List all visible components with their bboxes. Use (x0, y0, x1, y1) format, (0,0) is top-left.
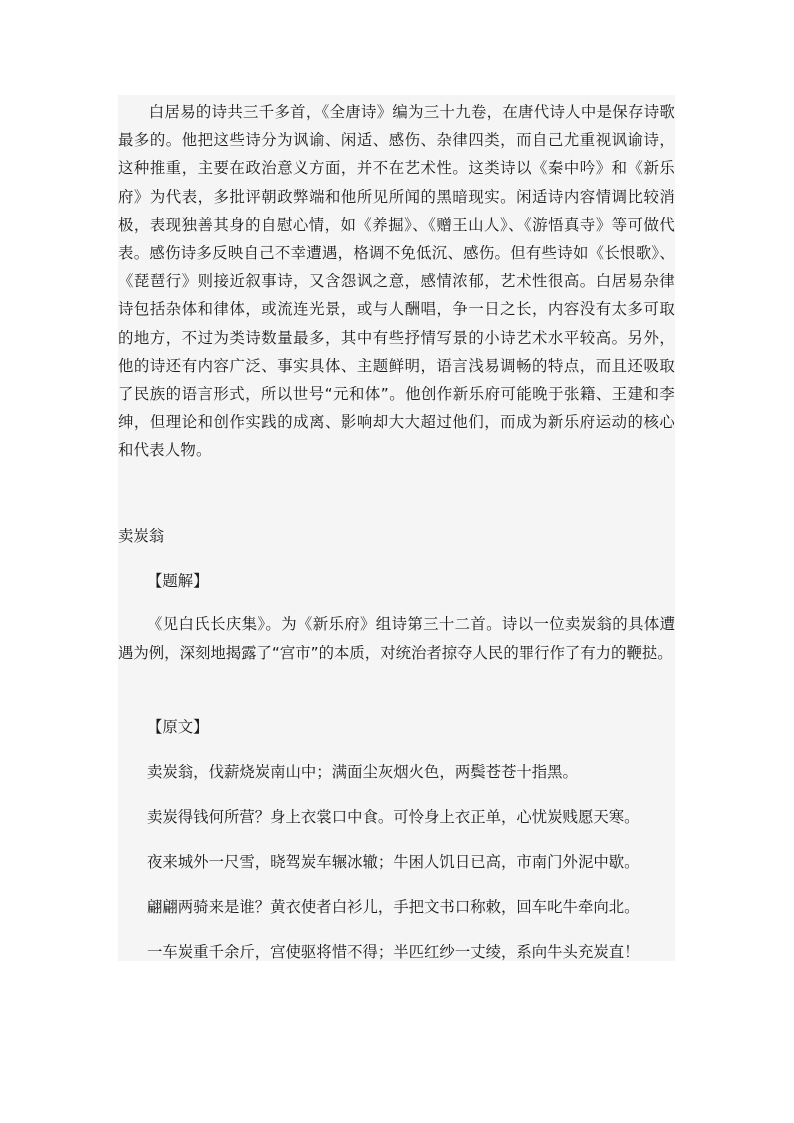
poem-line: 卖炭得钱何所营？身上衣裳口中食。可怜身上衣正单，心忧炭贱愿天寒。 (147, 808, 640, 826)
intro-paragraph: 白居易的诗共三千多首，《全唐诗》编为三十九卷，在唐代诗人中是保存诗歌最多的。他把这些诗分为讽谕、闲适、感伤、杂律四类，而自己尤重视讽谕诗，这种推重，主要在政治意义方面，并不在艺术性。这类诗以《秦中吟》和《新乐府》为代表，多批评朝政弊端和他所见所闻的黑暗现实。闲适诗内容情调比较消极，表现独善其身的自慰心情，如《养掘》、《赠王山人》、《游悟真寺》等可做代表。感伤诗多反映自己不幸遭遇，格调不免低沉、感伤。但有些诗如《长恨歌》、《琵琶行》则接近叙事诗，又含怨讽之意，感情浓郁，艺术性很高。白居易杂律诗包括杂体和律体，或流连光景，或与人酬唱，争一日之长，内容没有太多可取的地方，不过为类诗数量最多，其中有些抒情写景的小诗艺术水平较高。另外，他的诗还有内容广泛、事实具体、主题鲜明，语言浅易调畅的特点，而且还吸取了民族的语言形式，所以世号“元和体”。他创作新乐府可能晚于张籍、王建和李绅，但理论和创作实践的成离、影响却大大超过他们，而成为新乐府运动的核心和代表人物。 (118, 103, 675, 460)
poem-line: 夜来城外一尺雪，晓驾炭车辗冰辙；牛困人饥日已高，市南门外泥中歇。 (147, 853, 640, 871)
section-heading-yuanwen: 【原文】 (147, 718, 209, 736)
poem-title: 卖炭翁 (118, 527, 165, 545)
poem-line: 卖炭翁，伐薪烧炭南山中；满面尘灰烟火色，两鬓苍苍十指黑。 (147, 763, 578, 781)
tijie-text: 《见白氏长庆集》。为《新乐府》组诗第三十二首。诗以一位卖炭翁的具体遭遇为例，深刻地揭露了“宫市”的本质，对统治者掠夺人民的罪行作了有力的鞭挞。 (118, 615, 675, 662)
poem-line: 一车炭重千余斤，宫使驱将惜不得；半匹红纱一丈绫，系向牛头充炭直！ (147, 943, 640, 961)
tijie-paragraph (118, 610, 675, 667)
poem-line: 翩翩两骑来是谁？黄衣使者白衫儿，手把文书口称敕，回车叱牛牵向北。 (147, 898, 640, 916)
section-heading-tijie: 【题解】 (147, 572, 209, 590)
